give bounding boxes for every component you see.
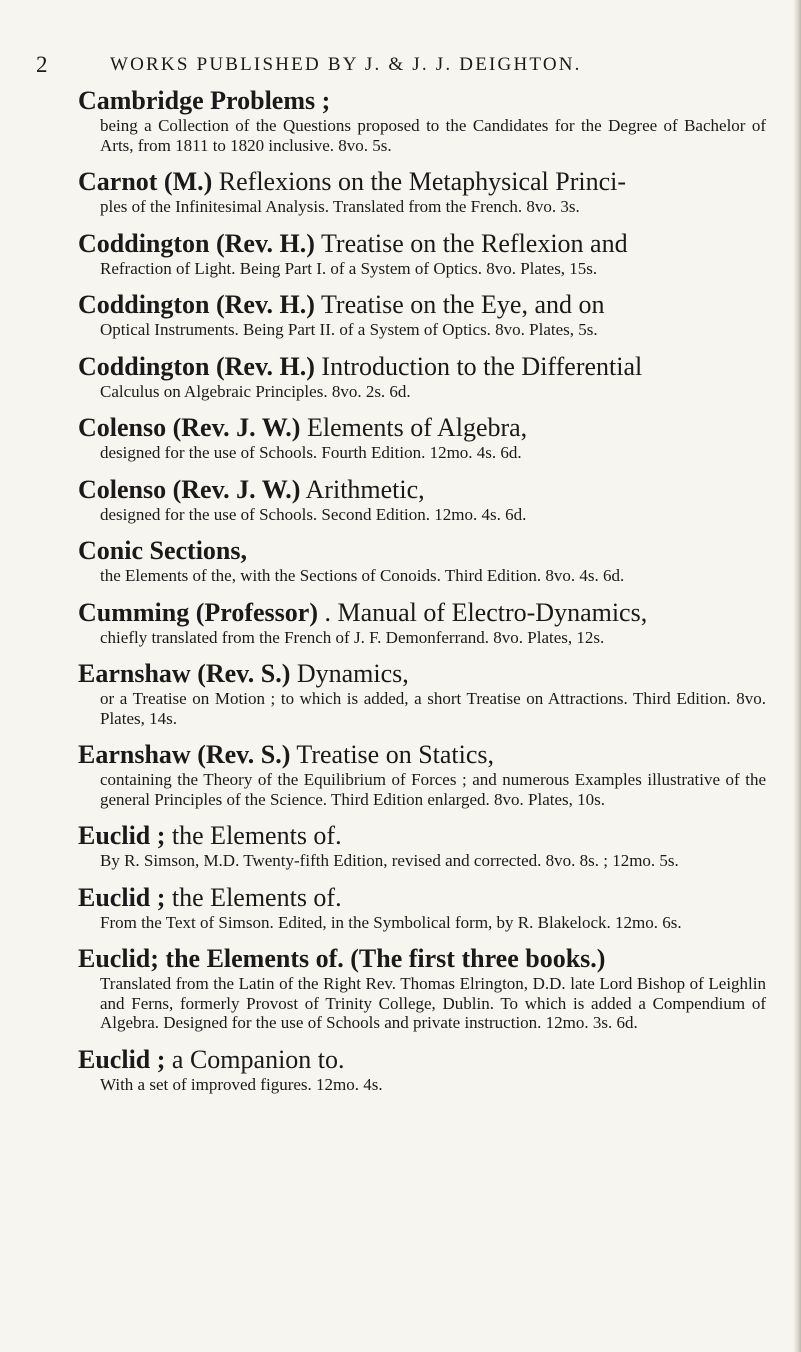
page-header	[0, 52, 801, 82]
catalogue-entry	[78, 597, 766, 648]
catalogue-entry	[78, 943, 766, 1033]
entry-title: Euclid; the Elements of. (The first three books.)	[78, 944, 606, 973]
entry-description: chiefly translated from the French of J. F. Demonferrand. 8vo. Plates, 12s.	[100, 627, 605, 647]
entry-title: Coddington (Rev. H.) Treatise on the Eye, and on	[78, 290, 605, 319]
catalogue-entry	[78, 658, 766, 728]
entry-description: designed for the use of Schools. Fourth Edition. 12mo. 4s. 6d.	[100, 443, 522, 462]
entry-title: Cambridge Problems ;	[78, 86, 331, 115]
entry-description: Refraction of Light. Being Part I. of a System of Optics. 8vo. Plates, 15s.	[100, 258, 598, 278]
catalogue-entry	[78, 739, 766, 809]
entry-description: With a set of improved figures. 12mo. 4s.	[100, 1074, 383, 1094]
catalogue-entry	[78, 228, 766, 279]
entry-title: Euclid ; the Elements of.	[78, 821, 342, 850]
entry-title: Cumming (Professor) . Manual of Electro-Dynamics,	[78, 597, 648, 627]
entry-description: From the Text of Simson. Edited, in the Symbolical form, by R. Blakelock. 12mo. 6s.	[100, 912, 682, 932]
entry-description: designed for the use of Schools. Second Edition. 12mo. 4s. 6d.	[100, 504, 527, 524]
entry-description: the Elements of the, with the Sections of Conoids. Third Edition. 8vo. 4s. 6d.	[100, 566, 625, 585]
entry-title: Euclid ; a Companion to.	[78, 1044, 345, 1074]
catalogue-entry	[78, 882, 766, 933]
entry-title: Earnshaw (Rev. S.) Dynamics,	[78, 659, 409, 688]
entry-title: Euclid ; the Elements of.	[78, 882, 342, 912]
running-head: WORKS PUBLISHED BY J. & J. J. DEIGHTON.	[110, 54, 582, 75]
entry-title: Carnot (M.) Reflexions on the Metaphysical Princi-	[78, 167, 627, 196]
entry-description: Translated from the Latin of the Right Rev. Thomas Elrington, D.D. late Lord Bishop of Leighlin and Ferns, formerly Provost of Trinity College, Dublin. To which is added a Compendium of Algebra. Designed for the use of Schools and private instruction. 12mo. 3s. 6d.	[100, 974, 766, 1032]
page-number: 2	[36, 52, 48, 77]
entry-description: or a Treatise on Motion ; to which is added, a short Treatise on Attractions. Third Edition. 8vo. Plates, 14s.	[100, 689, 766, 728]
entry-title: Coddington (Rev. H.) Treatise on the Reflexion and	[78, 228, 628, 258]
entry-title: Conic Sections,	[78, 536, 247, 565]
entry-title: Earnshaw (Rev. S.) Treatise on Statics,	[78, 740, 495, 769]
catalogue-entry	[78, 412, 766, 463]
entry-title: Coddington (Rev. H.) Introduction to the Differential	[78, 351, 643, 381]
entry-description: By R. Simson, M.D. Twenty-fifth Edition, revised and corrected. 8vo. 8s. ; 12mo. 5s.	[100, 851, 679, 870]
entry-description: Calculus on Algebraic Principles. 8vo. 2s. 6d.	[100, 381, 411, 401]
catalogue-entry	[78, 289, 766, 340]
catalogue-entry	[78, 820, 766, 871]
catalogue-entry	[78, 166, 766, 217]
page-edge-shadow	[793, 0, 801, 1352]
catalogue-entry	[78, 535, 766, 586]
entry-description: Optical Instruments. Being Part II. of a System of Optics. 8vo. Plates, 5s.	[100, 320, 598, 339]
entry-description: being a Collection of the Questions proposed to the Candidates for the Degree of Bachelor of Arts, from 1811 to 1820 inclusive. 8vo. 5s.	[100, 116, 766, 155]
catalogue-entry	[78, 474, 766, 525]
entry-description: ples of the Infinitesimal Analysis. Translated from the French. 8vo. 3s.	[100, 197, 580, 216]
entry-title: Colenso (Rev. J. W.) Elements of Algebra,	[78, 413, 528, 442]
catalogue-entry	[78, 1044, 766, 1095]
catalogue-entry	[78, 351, 766, 402]
entry-description: containing the Theory of the Equilibrium of Forces ; and numerous Examples illustrative of the general Principles of the Science. Third Edition enlarged. 8vo. Plates, 10s.	[100, 770, 766, 809]
entry-title: Colenso (Rev. J. W.) Arithmetic,	[78, 474, 425, 504]
catalogue-entries	[78, 85, 766, 1105]
catalogue-entry	[78, 85, 766, 155]
